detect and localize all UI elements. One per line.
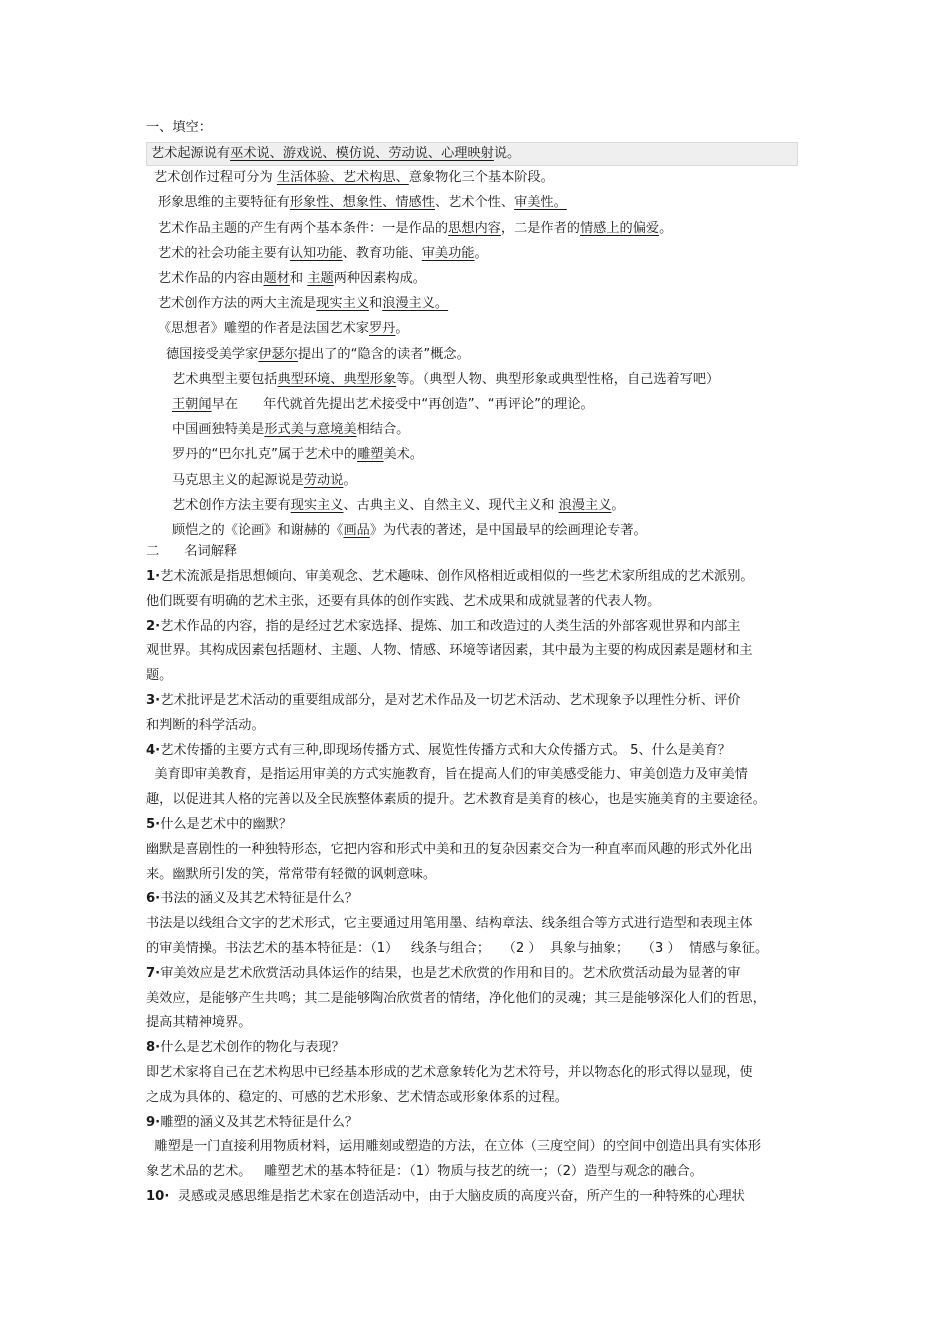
line-text: 审美效应是艺术欣赏活动具体运作的结果，也是艺术欣赏的作用和目的。艺术欣赏活动最为显著的审	[160, 965, 741, 981]
line-text: 艺术的社会功能主要有	[158, 245, 290, 261]
answer-text: 浪漫主义。	[382, 296, 449, 312]
answer-text: 罗丹	[369, 321, 396, 337]
section-2-heading: 二 名词解释	[146, 544, 238, 559]
answer-text: 题材	[263, 271, 290, 286]
answer-text: 典型环境、典型形象	[277, 371, 397, 387]
line-text: 。	[611, 497, 625, 513]
line-text: 艺术创作方法主要有	[172, 497, 291, 513]
item-number: 10·	[146, 1189, 170, 1204]
line-text: 、艺术个性、	[434, 195, 515, 211]
line-text: 艺术批评是艺术活动的重要组成部分，是对艺术作品及一切艺术活动、艺术现象予以理性分析、评价	[160, 693, 741, 708]
answer-text: 王朝闻	[172, 397, 212, 412]
answer-text: 形式美与意境美	[264, 422, 357, 438]
item-number: 4·	[146, 742, 161, 758]
term-line	[146, 839, 753, 861]
line-text: 相结合。	[356, 422, 410, 438]
line-text: 艺术创作过程可分为	[154, 170, 277, 186]
term-line	[146, 690, 740, 712]
term-line	[146, 764, 748, 786]
line-text: 象艺术品的艺术。 雕塑艺术的基本特征是：（1）物质与技艺的统一；（2）造型与观念的融合。	[146, 1164, 703, 1180]
fill-item	[172, 444, 423, 466]
line-text: 》为代表的著述，是中国最早的绘画理论专著。	[369, 523, 647, 538]
term-line	[146, 938, 768, 960]
item-number: 8·	[146, 1040, 161, 1056]
fill-item	[172, 520, 647, 542]
answer-text: 巫术说、游戏说、模仿说、劳动说、心理映射	[230, 146, 494, 161]
line-text: 之成为具体的、稳定的、可感的艺术形象、艺术情态或形象体系的过程。	[146, 1089, 568, 1105]
line-text: 艺术作品的内容由	[158, 271, 264, 286]
term-line	[146, 1062, 753, 1084]
line-text: 美效应，是能够产生共鸣；其二是能够陶冶欣赏者的情绪，净化他们的灵魂；其三是能够深化人们的哲思，	[146, 990, 766, 1006]
answer-text: 伊瑟尔	[258, 346, 298, 362]
term-line	[146, 591, 660, 613]
term-line	[146, 814, 292, 836]
line-text: 形象思维的主要特征有	[158, 195, 290, 211]
term-line	[146, 963, 740, 985]
fill-item	[172, 369, 719, 391]
line-text: 罗丹的“巴尔扎克”属于艺术中的	[172, 447, 358, 463]
term-line	[146, 988, 766, 1010]
term-line	[146, 789, 766, 811]
line-text: 两种因素构成。	[333, 271, 426, 286]
answer-text: 情感上的偏爱	[580, 220, 660, 236]
fill-item	[158, 218, 672, 240]
answer-text: 画品	[343, 523, 370, 538]
line-text: 他们既要有明确的艺术主张，还要有具体的创作实践、艺术成果和成就显著的代表人物。	[146, 593, 661, 609]
line-text: 艺术流派是指思想倾向、审美观念、艺术趣味、创作风格相近或相似的一些艺术家所组成的艺术派别。	[160, 569, 754, 584]
line-text: 什么是艺术中的幽默？	[160, 817, 293, 832]
term-line	[146, 1037, 345, 1059]
fill-item	[154, 167, 554, 189]
term-line	[146, 1161, 703, 1183]
line-text: 。	[395, 321, 409, 337]
fill-item	[158, 318, 409, 340]
term-line	[146, 888, 358, 910]
line-text: 和	[369, 296, 383, 312]
line-text: 马克思主义的起源说是	[172, 472, 304, 488]
fill-item	[158, 268, 426, 290]
item-number: 9·	[146, 1114, 161, 1130]
answer-text: 审美功能	[421, 245, 475, 261]
line-text: 、教育功能、	[342, 245, 422, 261]
line-text: 。	[343, 472, 357, 488]
term-line	[146, 566, 754, 588]
line-text: 来。幽默所引发的笑，常常带有轻微的讽刺意味。	[146, 866, 437, 882]
term-line	[146, 640, 753, 662]
answer-text: 形象性、想象性、情感性	[289, 195, 435, 211]
line-text: 等。（典型人物、典型形象或典型性格，自己选着写吧）	[396, 371, 720, 387]
fill-item	[172, 495, 625, 517]
line-text: 艺术创作方法的两大主流是	[158, 296, 317, 312]
item-number: 2·	[146, 618, 161, 634]
answer-text: 现实主义	[316, 296, 369, 312]
line-text: 意象物化三个基本阶段。	[408, 170, 554, 186]
fill-item	[166, 344, 470, 366]
line-text: 和判断的科学活动。	[146, 717, 265, 733]
item-number: 3·	[146, 693, 161, 708]
answer-text: 生活体验、艺术构思、	[276, 170, 409, 186]
term-line	[146, 1087, 568, 1109]
term-line	[146, 1186, 745, 1208]
line-text: 雕塑是一门直接利用物质材料，运用雕刻或塑造的方法，在立体（三度空间）的空间中创造出具有实体形	[146, 1139, 762, 1155]
line-text: 趣，以促进其人格的完善以及全民族整体素质的提升。艺术教育是美育的核心，也是实施美育的主要途径。	[146, 792, 766, 808]
answer-text: 思想内容	[448, 220, 501, 236]
line-text: 和	[289, 271, 308, 286]
line-text: 观世界。其构成因素包括题材、主题、人物、情感、环境等诸因素，其中最为主要的构成因素是题材和主	[146, 643, 753, 659]
line-text: 什么是艺术创作的物化与表现？	[160, 1040, 345, 1056]
fill-item	[172, 470, 357, 492]
item-number: 6·	[146, 891, 161, 907]
line-text: 提出了的“隐含的读者”概念。	[297, 346, 470, 362]
answer-text: 雕塑	[357, 447, 384, 463]
line-text: 艺术作品主题的产生有两个基本条件：一是作品的	[158, 220, 449, 236]
answer-text: 现实主义	[290, 497, 344, 513]
line-text: 顾恺之的《论画》和谢赫的《	[172, 523, 344, 538]
item-number: 5·	[146, 817, 161, 832]
line-text: 幽默是喜剧性的一种独特形态，它把内容和形式中美和丑的复杂因素交合为一种直率而风趣的形式外化出	[146, 841, 753, 857]
line-text: 说。	[493, 146, 521, 161]
line-text: 书法的涵义及其艺术特征是什么？	[160, 891, 358, 907]
answer-text: 认知功能	[289, 245, 343, 261]
line-text: 灵感或灵感思维是指艺术家在创造活动中，由于大脑皮质的高度兴奋，所产生的一种特殊的心理状	[169, 1189, 745, 1204]
term-line	[146, 715, 265, 737]
term-line	[146, 616, 740, 638]
line-text: 、古典主义、自然主义、现代主义和	[343, 497, 559, 513]
fill-item	[158, 192, 567, 214]
answer-text: 审美性。	[514, 195, 567, 211]
fill-item	[172, 394, 594, 416]
answer-text: 主题	[307, 271, 334, 286]
line-text: 美育即审美教育，是指运用审美的方式实施教育，旨在提高人们的审美感受能力、审美创造力及审美情	[146, 767, 748, 783]
line-text: 书法是以线组合文字的艺术形式，它主要通过用笔用墨、结构章法、线条组合等方式进行造型和表现主体	[146, 916, 753, 932]
line-text: 艺术传播的主要方式有三种,即现场传播方式、展览性传播方式和大众传播方式。 5、什么是美育？	[160, 742, 731, 758]
line-text: 早在 年代就首先提出艺术接受中“再创造”、“再评论”的理论。	[211, 397, 594, 412]
answer-text: 劳动说	[303, 472, 344, 488]
line-text: ，二是作者的	[500, 220, 580, 236]
line-text: 。	[474, 245, 488, 261]
term-line	[146, 740, 731, 762]
line-text: 艺术作品的内容，指的是经过艺术家选择、提炼、加工和改造过的人类生活的外部客观世界和内部主	[160, 618, 741, 634]
line-text: 的审美情操。书法艺术的基本特征是：（1） 线条与组合； （2 ） 具象与抽象； （3 ） 情感与象征。	[146, 941, 769, 956]
line-text: 中国画独特美是	[172, 422, 265, 438]
line-text: 《思想者》雕塑的作者是法国艺术家	[158, 321, 369, 337]
fill-item	[158, 243, 488, 265]
term-line	[146, 665, 172, 687]
answer-text: 浪漫主义	[558, 497, 612, 513]
line-text: 即艺术家将自己在艺术构思中已经基本形成的艺术意象转化为艺术符号，并以物态化的形式得以显现，使	[146, 1065, 753, 1080]
item-number: 7·	[146, 965, 161, 981]
line-text: 。	[659, 220, 673, 236]
line-text: 德国接受美学家	[166, 346, 259, 362]
term-line	[146, 1112, 358, 1134]
line-text: 雕塑的涵义及其艺术特征是什么？	[160, 1114, 358, 1130]
line-text: 美术。	[383, 447, 424, 463]
line-text: 提高其精神境界。	[146, 1015, 252, 1031]
fill-item	[172, 419, 409, 441]
fill-item	[158, 293, 448, 315]
fill-item	[146, 142, 798, 166]
term-line	[146, 1136, 761, 1158]
term-line	[146, 1012, 252, 1034]
line-text: 题。	[146, 668, 173, 684]
item-number: 1·	[146, 569, 161, 584]
term-line	[146, 913, 753, 935]
line-text: 艺术起源说有	[151, 146, 231, 161]
term-line	[146, 864, 436, 886]
line-text: 艺术典型主要包括	[172, 371, 278, 387]
section-1-heading: 一、填空：	[146, 120, 212, 135]
